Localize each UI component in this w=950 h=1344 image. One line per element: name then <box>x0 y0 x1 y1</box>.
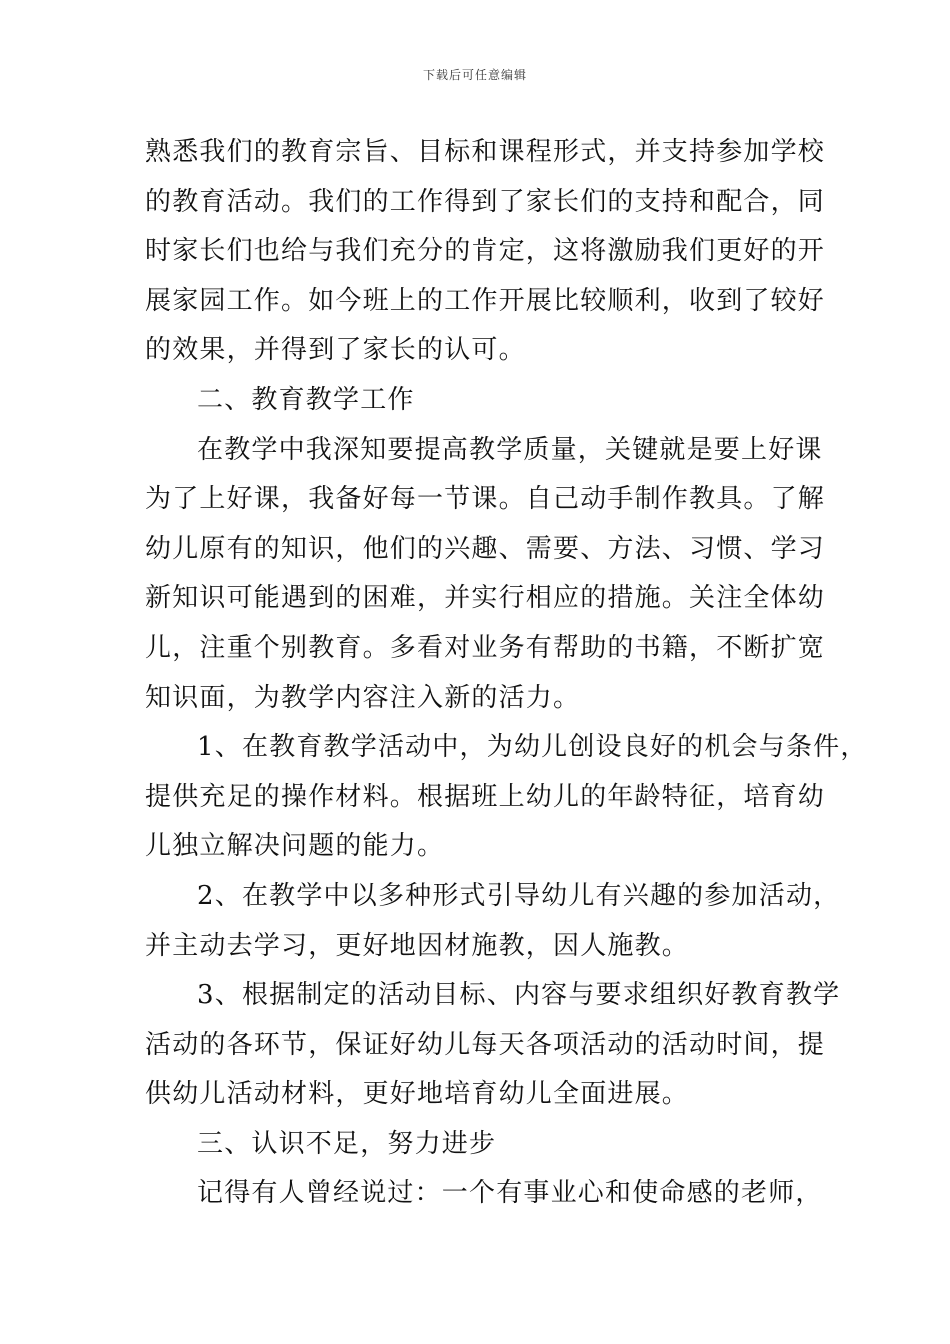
document-line: 的教育活动。我们的工作得到了家长们的支持和配合，同 <box>145 186 826 217</box>
document-line: 新知识可能遇到的困难，并实行相应的措施。关注全体幼 <box>145 583 826 614</box>
document-line: 幼儿原有的知识，他们的兴趣、需要、方法、习惯、学习 <box>145 533 826 564</box>
document-line: 记得有人曾经说过：一个有事业心和使命感的老师， <box>197 1178 823 1209</box>
document-line: 2、在教学中以多种形式引导幼儿有兴趣的参加活动， <box>197 880 841 911</box>
page-header-note: 下载后可任意编辑 <box>422 68 527 82</box>
document-line: 1、在教育教学活动中，为幼儿创设良好的机会与条件， <box>197 732 868 763</box>
document-line: 的效果，并得到了家长的认可。 <box>145 335 526 366</box>
document-line: 为了上好课，我备好每一节课。自己动手制作教具。了解 <box>145 484 826 515</box>
document-line: 二、教育教学工作 <box>197 384 415 415</box>
document-line: 在教学中我深知要提高教学质量，关键就是要上好课 <box>197 434 823 465</box>
document-line: 3、根据制定的活动目标、内容与要求组织好教育教学 <box>197 980 841 1011</box>
document-line: 知识面，为教学内容注入新的活力。 <box>145 682 581 713</box>
document-line: 供幼儿活动材料，更好地培育幼儿全面进展。 <box>145 1079 690 1110</box>
document-line: 提供充足的操作材料。根据班上幼儿的年龄特征，培育幼 <box>145 781 826 812</box>
document-line: 三、认识不足，努力进步 <box>197 1128 497 1159</box>
document-line: 并主动去学习，更好地因材施教，因人施教。 <box>145 930 690 961</box>
document-body <box>145 128 868 1219</box>
document-line: 儿，注重个别教育。多看对业务有帮助的书籍，不断扩宽 <box>145 632 826 663</box>
document-line: 活动的各环节，保证好幼儿每天各项活动的活动时间，提 <box>145 1029 826 1060</box>
document-line: 熟悉我们的教育宗旨、目标和课程形式，并支持参加学校 <box>145 137 826 167</box>
document-line: 儿独立解决问题的能力。 <box>145 831 445 862</box>
document-line: 展家园工作。如今班上的工作开展比较顺利，收到了较好 <box>145 285 826 316</box>
document-line: 时家长们也给与我们充分的肯定，这将激励我们更好的开 <box>145 236 826 267</box>
